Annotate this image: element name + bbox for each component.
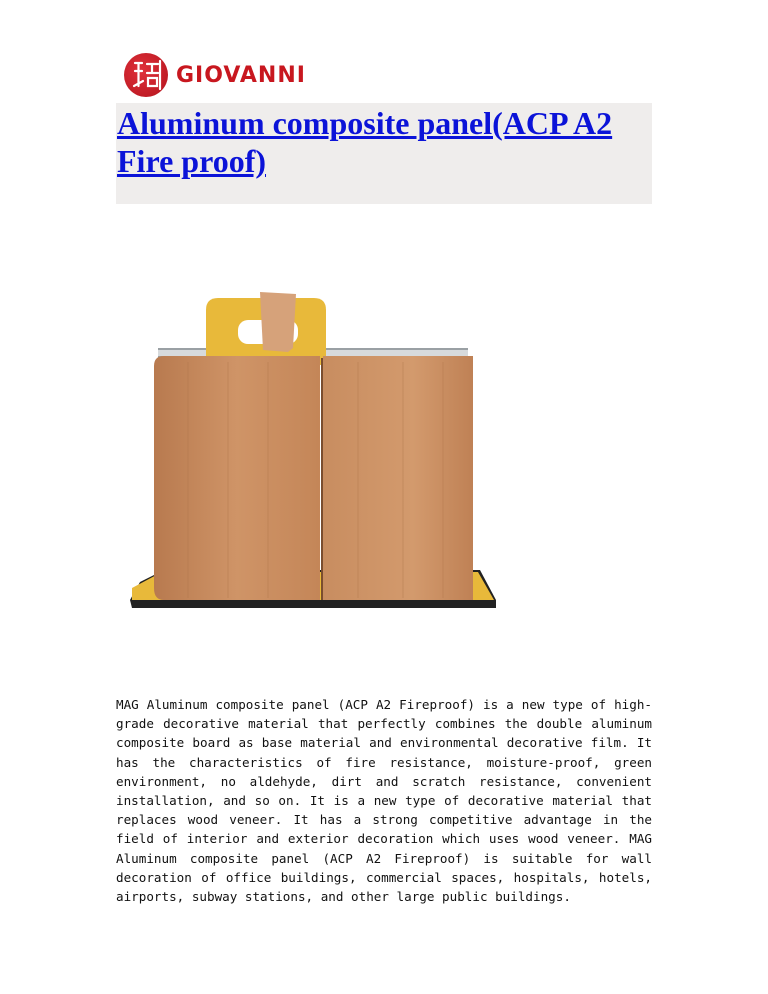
page-title bbox=[117, 104, 657, 180]
brand-logo[interactable] bbox=[124, 52, 306, 98]
brand-name: GIOVANNI bbox=[176, 62, 306, 88]
seal-icon bbox=[124, 53, 168, 97]
title-link[interactable]: Aluminum composite panel(ACP A2 Fire proof) bbox=[117, 105, 613, 179]
product-image bbox=[118, 270, 528, 630]
description-text: MAG Aluminum composite panel (ACP A2 Fireproof) is a new type of high-grade decorative material that perfectly combines the double aluminum composite board as base material and environmental decorative film. It has the characteristics of fire resistance, moisture-proof, green environment, no aldehyde, dirt and scratch resistance, convenient installation, and so on. It is a new type of decorative material that replaces wood veneer. It has a strong competitive advantage in the field of interior and exterior decoration which uses wood veneer. MAG Aluminum composite panel (ACP A2 Fireproof) is suitable for wall decoration of office buildings, commercial spaces, hospitals, hotels, airports, subway stations, and other large public buildings. bbox=[116, 697, 652, 905]
